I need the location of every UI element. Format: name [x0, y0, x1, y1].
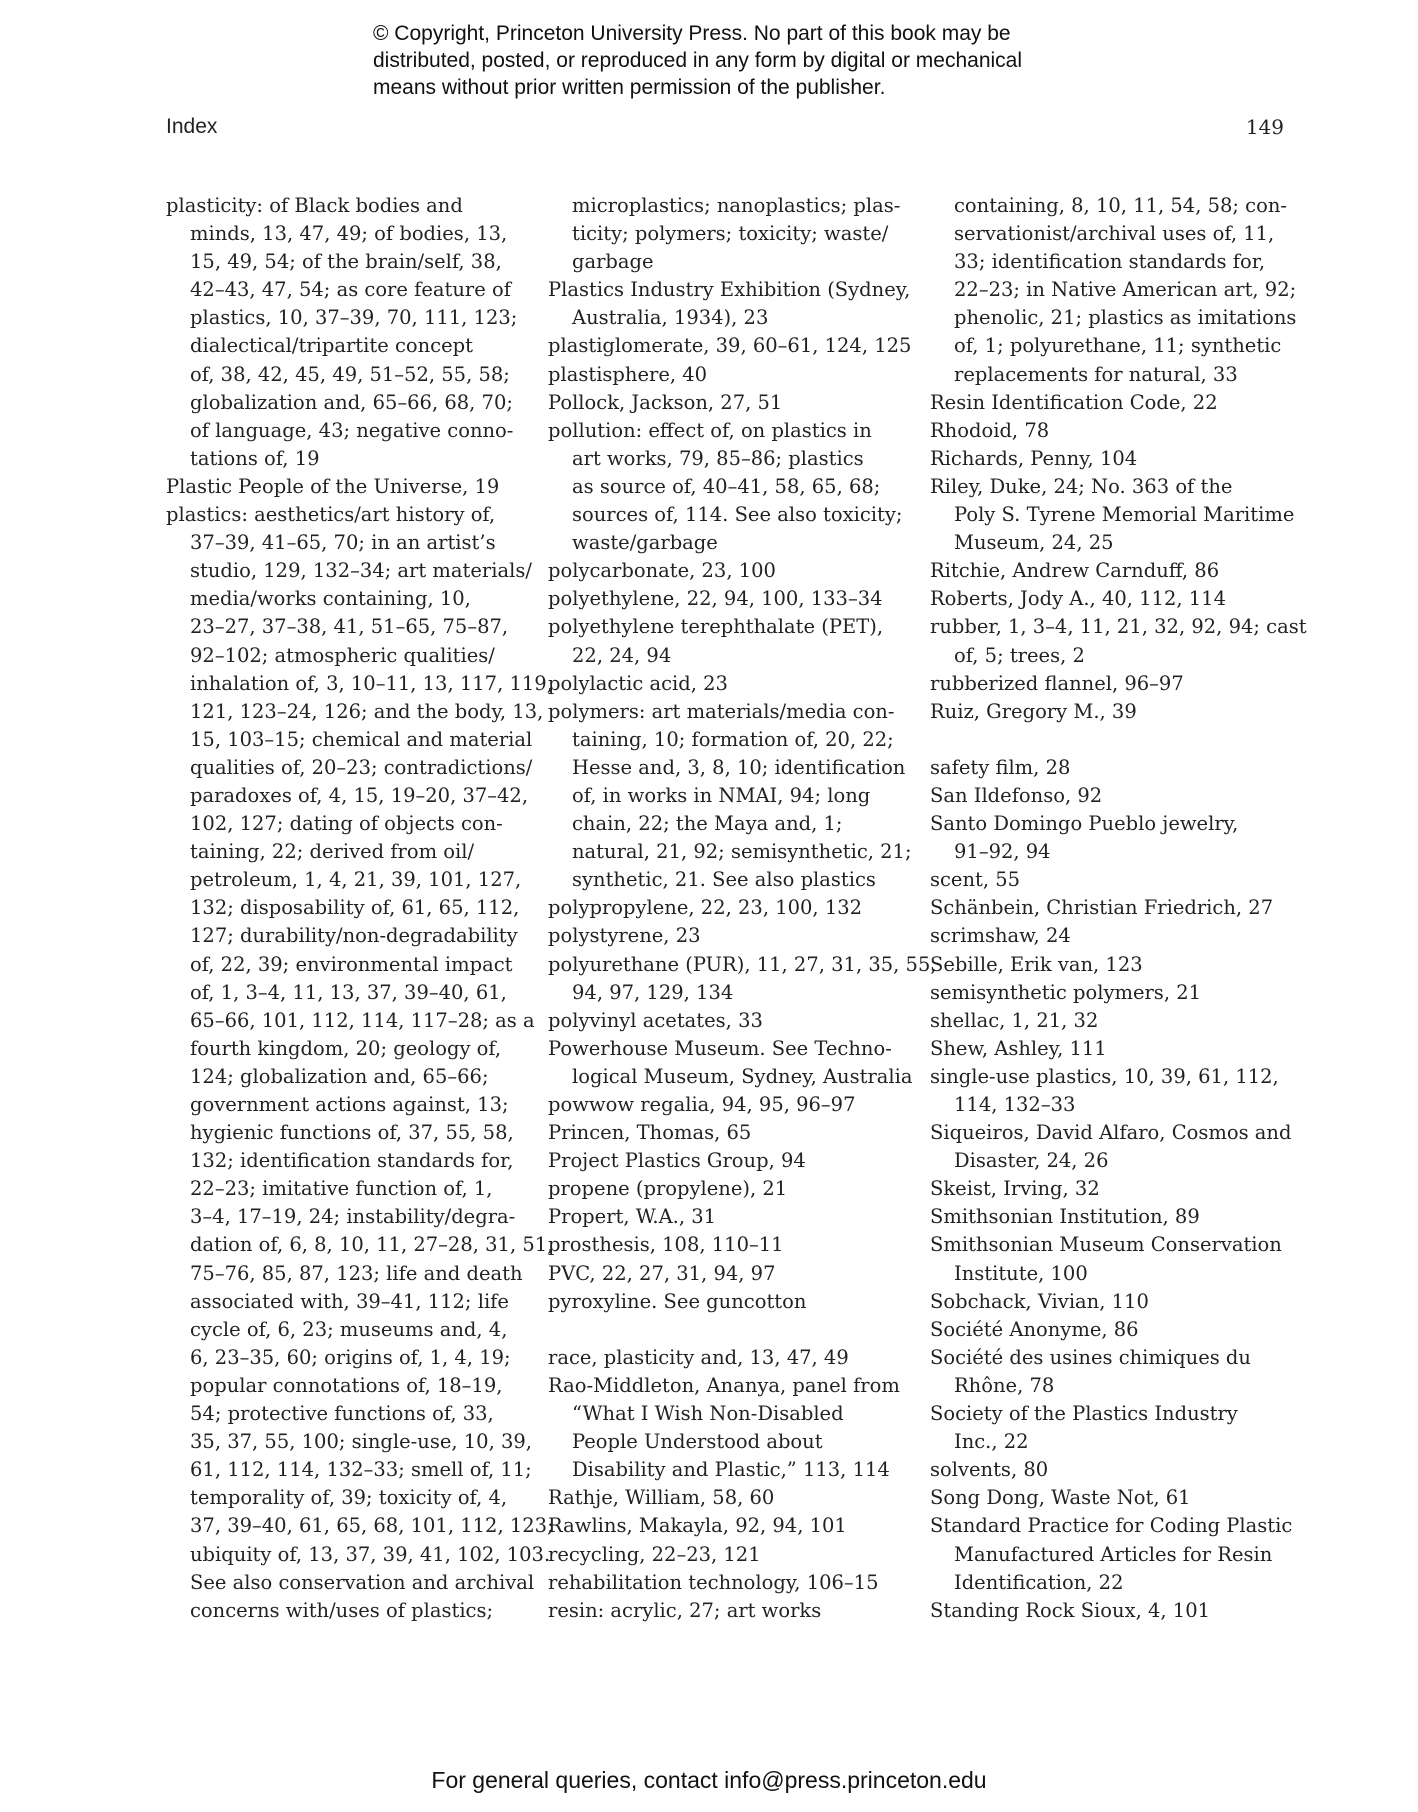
- index-entry-line: polypropylene, 22, 23, 100, 132: [548, 896, 863, 920]
- index-entry-line: Society of the Plastics Industry: [930, 1402, 1238, 1426]
- index-subentry-line: “What I Wish Non-Disabled: [572, 1402, 844, 1426]
- index-subentry-line: 132; disposability of, 61, 65, 112,: [190, 896, 520, 920]
- index-entry-line: Siqueiros, David Alfaro, Cosmos and: [930, 1121, 1292, 1145]
- index-entry-line: Shew, Ashley, 111: [930, 1036, 1107, 1060]
- index-subentry-line: Identification, 22: [954, 1570, 1124, 1594]
- index-entry-line: pyroxyline. See guncotton: [548, 1289, 807, 1313]
- index-subentry-line: 22–23; imitative function of, 1,: [190, 1177, 493, 1201]
- index-entry-line: Rawlins, Makayla, 92, 94, 101: [548, 1514, 847, 1538]
- index-entry-line: single-use plastics, 10, 39, 61, 112,: [930, 1064, 1279, 1088]
- index-entry-line: Propert, W.A., 31: [548, 1205, 717, 1229]
- copyright-line: © Copyright, Princeton University Press. No part of this book may be: [373, 22, 1011, 45]
- index-subentry-line: ubiquity of, 13, 37, 39, 41, 102, 103.: [190, 1542, 551, 1566]
- index-entry-line: polycarbonate, 23, 100: [548, 559, 776, 583]
- index-entry-line: scrimshaw, 24: [930, 924, 1071, 948]
- index-subentry-line: petroleum, 1, 4, 21, 39, 101, 127,: [190, 868, 522, 892]
- index-subentry-line: People Understood about: [572, 1430, 823, 1454]
- index-subentry-line: 121, 123–24, 126; and the body, 13,: [190, 699, 544, 723]
- index-entry-line: Richards, Penny, 104: [930, 446, 1138, 470]
- index-subentry-line: 37–39, 41–65, 70; in an artist’s: [190, 531, 496, 555]
- index-subentry-line: studio, 129, 132–34; art materials/: [190, 559, 532, 583]
- index-entry-line: race, plasticity and, 13, 47, 49: [548, 1345, 849, 1369]
- index-subentry-line: 33; identification standards for,: [954, 250, 1266, 274]
- index-column-2: [548, 192, 937, 1625]
- index-entry-line: shellac, 1, 21, 32: [930, 1008, 1099, 1032]
- index-entry-line: [930, 726, 1290, 754]
- index-entry-line: Standing Rock Sioux, 4, 101: [930, 1598, 1211, 1622]
- index-entry-line: polylactic acid, 23: [548, 671, 728, 695]
- index-subentry-line: popular connotations of, 18–19,: [190, 1373, 503, 1397]
- index-subentry-line: Institute, 100: [954, 1261, 1088, 1285]
- index-subentry-line: associated with, 39–41, 112; life: [190, 1289, 509, 1313]
- index-entry-line: prosthesis, 108, 110–11: [548, 1233, 784, 1257]
- index-entry-line: Sebille, Erik van, 123: [930, 952, 1143, 976]
- index-subentry-line: Manufactured Articles for Resin: [954, 1542, 1273, 1566]
- index-subentry-line: 15, 103–15; chemical and material: [190, 727, 533, 751]
- index-entry-line: Plastic People of the Universe, 19: [166, 474, 500, 498]
- index-subentry-line: 54; protective functions of, 33,: [190, 1402, 494, 1426]
- index-entry-line: Resin Identification Code, 22: [930, 390, 1218, 414]
- index-subentry-line: 114, 132–33: [954, 1093, 1076, 1116]
- index-entry-line: polystyrene, 23: [548, 924, 701, 948]
- index-entry-line: Schänbein, Christian Friedrich, 27: [930, 896, 1274, 920]
- index-subentry-line: globalization and, 65–66, 68, 70;: [190, 390, 513, 414]
- index-subentry-line: 37, 39–40, 61, 65, 68, 101, 112, 123;: [190, 1514, 554, 1538]
- index-entry-line: Société Anonyme, 86: [930, 1317, 1139, 1341]
- index-subentry-line: Poly S. Tyrene Memorial Maritime: [954, 503, 1295, 527]
- index-subentry-line: plastics, 10, 37–39, 70, 111, 123;: [190, 306, 518, 330]
- index-subentry-line: natural, 21, 92; semisynthetic, 21;: [572, 840, 912, 864]
- index-entry-line: Skeist, Irving, 32: [930, 1177, 1100, 1201]
- index-entry-line: polyethylene terephthalate (PET),: [548, 615, 884, 639]
- index-entry-line: Ruiz, Gregory M., 39: [930, 699, 1137, 723]
- index-subentry-line: 22–23; in Native American art, 92;: [954, 278, 1297, 302]
- index-subentry-line: dation of, 6, 8, 10, 11, 27–28, 31, 51,: [190, 1233, 554, 1257]
- index-entry-line: scent, 55: [930, 868, 1021, 892]
- footer-contact: For general queries, contact info@press.princeton.edu: [431, 1767, 987, 1793]
- index-subentry-line: sources of, 114. See also toxicity;: [572, 503, 903, 527]
- index-subentry-line: phenolic, 21; plastics as imitations: [954, 306, 1297, 330]
- copyright-line: distributed, posted, or reproduced in any form by digital or mechanical: [373, 49, 1023, 72]
- index-entry-line: plastics: aesthetics/art history of,: [166, 503, 496, 527]
- index-entry-line: plasticity: of Black bodies and: [166, 194, 463, 217]
- index-subentry-line: replacements for natural, 33: [954, 362, 1238, 386]
- index-entry-line: Song Dong, Waste Not, 61: [930, 1486, 1191, 1510]
- index-entry-line: Powerhouse Museum. See Techno-: [548, 1036, 892, 1060]
- index-entry-line: plastisphere, 40: [548, 362, 708, 386]
- index-entry-line: polyurethane (PUR), 11, 27, 31, 35, 55,: [548, 952, 937, 976]
- index-subentry-line: 102, 127; dating of objects con-: [190, 812, 503, 836]
- index-entry-line: recycling, 22–23, 121: [548, 1542, 761, 1566]
- index-entry-line: solvents, 80: [930, 1458, 1049, 1482]
- index-subentry-line: 92–102; atmospheric qualities/: [190, 643, 495, 667]
- index-subentry-line: government actions against, 13;: [190, 1093, 509, 1116]
- index-entry-line: polyvinyl acetates, 33: [548, 1008, 763, 1032]
- index-entry-line: safety film, 28: [930, 755, 1071, 779]
- index-subentry-line: Australia, 1934), 23: [572, 306, 769, 330]
- index-entry-line: Project Plastics Group, 94: [548, 1149, 806, 1173]
- index-entry-line: Princen, Thomas, 65: [548, 1121, 752, 1145]
- index-entry-line: Sobchack, Vivian, 110: [930, 1289, 1149, 1313]
- index-subentry-line: dialectical/tripartite concept: [190, 334, 473, 358]
- page-number: 149: [1245, 115, 1284, 139]
- index-subentry-line: of language, 43; negative conno-: [190, 418, 514, 442]
- index-entry-line: Ritchie, Andrew Carnduff, 86: [930, 559, 1220, 583]
- index-entry-line: Plastics Industry Exhibition (Sydney,: [548, 278, 911, 302]
- index-subentry-line: garbage: [572, 250, 654, 274]
- index-subentry-line: 23–27, 37–38, 41, 51–65, 75–87,: [190, 615, 509, 639]
- index-subentry-line: logical Museum, Sydney, Australia: [572, 1064, 913, 1088]
- index-subentry-line: qualities of, 20–23; contradictions/: [190, 755, 533, 779]
- index-entry-line: semisynthetic polymers, 21: [930, 980, 1202, 1004]
- index-subentry-line: concerns with/uses of plastics;: [190, 1598, 494, 1622]
- copyright-line: means without prior written permission of the publisher.: [373, 76, 886, 99]
- index-subentry-line: of, 22, 39; environmental impact: [190, 952, 513, 976]
- index-subentry-line: containing, 8, 10, 11, 54, 58; con-: [954, 194, 1287, 217]
- index-subentry-line: paradoxes of, 4, 15, 19–20, 37–42,: [190, 783, 529, 807]
- index-subentry-line: inhalation of, 3, 10–11, 13, 117, 119,: [190, 671, 553, 695]
- index-entry-line: Riley, Duke, 24; No. 363 of the: [930, 474, 1233, 498]
- index-subentry-line: See also conservation and archival: [190, 1570, 535, 1594]
- index-entry-line: Smithsonian Museum Conservation: [930, 1233, 1282, 1257]
- index-subentry-line: Disaster, 24, 26: [954, 1149, 1109, 1173]
- index-subentry-line: temporality of, 39; toxicity of, 4,: [190, 1486, 508, 1510]
- index-subentry-line: tations of, 19: [190, 446, 320, 470]
- index-subentry-line: 6, 23–35, 60; origins of, 1, 4, 19;: [190, 1345, 511, 1369]
- index-entry-line: Rathje, William, 58, 60: [548, 1486, 775, 1510]
- index-subentry-line: Disability and Plastic,” 113, 114: [572, 1458, 890, 1482]
- index-entry-line: powwow regalia, 94, 95, 96–97: [548, 1093, 856, 1116]
- index-subentry-line: synthetic, 21. See also plastics: [572, 868, 876, 892]
- section-title: Index: [166, 115, 218, 138]
- index-subentry-line: hygienic functions of, 37, 55, 58,: [190, 1121, 514, 1145]
- index-entry-line: plastiglomerate, 39, 60–61, 124, 125: [548, 334, 912, 358]
- index-entry-line: Rhodoid, 78: [930, 418, 1050, 442]
- index-subentry-line: 61, 112, 114, 132–33; smell of, 11;: [190, 1458, 532, 1482]
- index-subentry-line: 127; durability/non-degradability: [190, 924, 518, 948]
- index-subentry-line: cycle of, 6, 23; museums and, 4,: [190, 1317, 508, 1341]
- index-entry-line: propene (propylene), 21: [548, 1177, 788, 1201]
- index-entry-line: Pollock, Jackson, 27, 51: [548, 390, 783, 414]
- index-entry-line: Santo Domingo Pueblo jewelry,: [930, 812, 1239, 836]
- index-entry-line: rubberized flannel, 96–97: [930, 671, 1184, 695]
- index-entry-line: Société des usines chimiques du: [930, 1345, 1251, 1369]
- index-subentry-line: taining, 10; formation of, 20, 22;: [572, 727, 894, 751]
- index-entry-line: PVC, 22, 27, 31, 94, 97: [548, 1261, 776, 1285]
- index-subentry-line: 15, 49, 54; of the brain/self, 38,: [190, 250, 502, 274]
- index-subentry-line: chain, 22; the Maya and, 1;: [572, 812, 843, 836]
- index-subentry-line: of, 1, 3–4, 11, 13, 37, 39–40, 61,: [190, 980, 507, 1004]
- index-subentry-line: Museum, 24, 25: [954, 531, 1114, 555]
- index-subentry-line: of, 38, 42, 45, 49, 51–52, 55, 58;: [190, 362, 510, 386]
- index-subentry-line: Hesse and, 3, 8, 10; identification: [572, 755, 906, 779]
- index-column-1: [166, 192, 554, 1625]
- index-subentry-line: servationist/archival uses of, 11,: [954, 222, 1275, 246]
- index-entry-line: pollution: effect of, on plastics in: [548, 418, 872, 442]
- index-column-3: [930, 192, 1307, 1625]
- index-subentry-line: of, in works in NMAI, 94; long: [572, 783, 871, 807]
- index-subentry-line: taining, 22; derived from oil/: [190, 840, 475, 864]
- index-subentry-line: 3–4, 17–19, 24; instability/degra-: [190, 1205, 516, 1229]
- index-entry-line: San Ildefonso, 92: [930, 783, 1103, 807]
- index-entry-line: [548, 1316, 918, 1344]
- index-entry-line: polymers: art materials/media con-: [548, 699, 895, 723]
- index-subentry-line: microplastics; nanoplastics; plas-: [572, 194, 901, 217]
- index-subentry-line: media/works containing, 10,: [190, 587, 471, 611]
- index-subentry-line: 132; identification standards for,: [190, 1149, 514, 1173]
- index-subentry-line: fourth kingdom, 20; geology of,: [190, 1036, 502, 1060]
- index-entry-line: Smithsonian Institution, 89: [930, 1205, 1200, 1229]
- index-subentry-line: 124; globalization and, 65–66;: [190, 1064, 489, 1088]
- index-subentry-line: 42–43, 47, 54; as core feature of: [190, 278, 511, 302]
- index-subentry-line: waste/garbage: [572, 531, 718, 555]
- index-subentry-line: of, 5; trees, 2: [954, 643, 1085, 667]
- index-subentry-line: 65–66, 101, 112, 114, 117–28; as a: [190, 1008, 535, 1032]
- copyright-notice: [373, 20, 1093, 101]
- index-entry-line: rubber, 1, 3–4, 11, 21, 32, 92, 94; cast: [930, 615, 1307, 639]
- index-entry-line: Rao-Middleton, Ananya, panel from: [548, 1373, 900, 1397]
- index-subentry-line: Inc., 22: [954, 1430, 1029, 1454]
- index-subentry-line: Rhône, 78: [954, 1373, 1055, 1397]
- index-subentry-line: of, 1; polyurethane, 11; synthetic: [954, 334, 1282, 358]
- index-subentry-line: as source of, 40–41, 58, 65, 68;: [572, 474, 881, 498]
- index-entry-line: polyethylene, 22, 94, 100, 133–34: [548, 587, 883, 611]
- index-entry-line: Roberts, Jody A., 40, 112, 114: [930, 587, 1226, 611]
- index-subentry-line: minds, 13, 47, 49; of bodies, 13,: [190, 222, 508, 246]
- index-subentry-line: 94, 97, 129, 134: [572, 980, 734, 1004]
- index-entry-line: Standard Practice for Coding Plastic: [930, 1514, 1293, 1538]
- index-entry-line: resin: acrylic, 27; art works: [548, 1598, 822, 1622]
- index-subentry-line: 75–76, 85, 87, 123; life and death: [190, 1261, 523, 1285]
- index-subentry-line: 35, 37, 55, 100; single-use, 10, 39,: [190, 1430, 532, 1454]
- index-subentry-line: 91–92, 94: [954, 840, 1051, 864]
- index-subentry-line: 22, 24, 94: [572, 643, 672, 667]
- index-subentry-line: art works, 79, 85–86; plastics: [572, 446, 864, 470]
- index-entry-line: rehabilitation technology, 106–15: [548, 1570, 879, 1594]
- index-subentry-line: ticity; polymers; toxicity; waste/: [572, 222, 889, 246]
